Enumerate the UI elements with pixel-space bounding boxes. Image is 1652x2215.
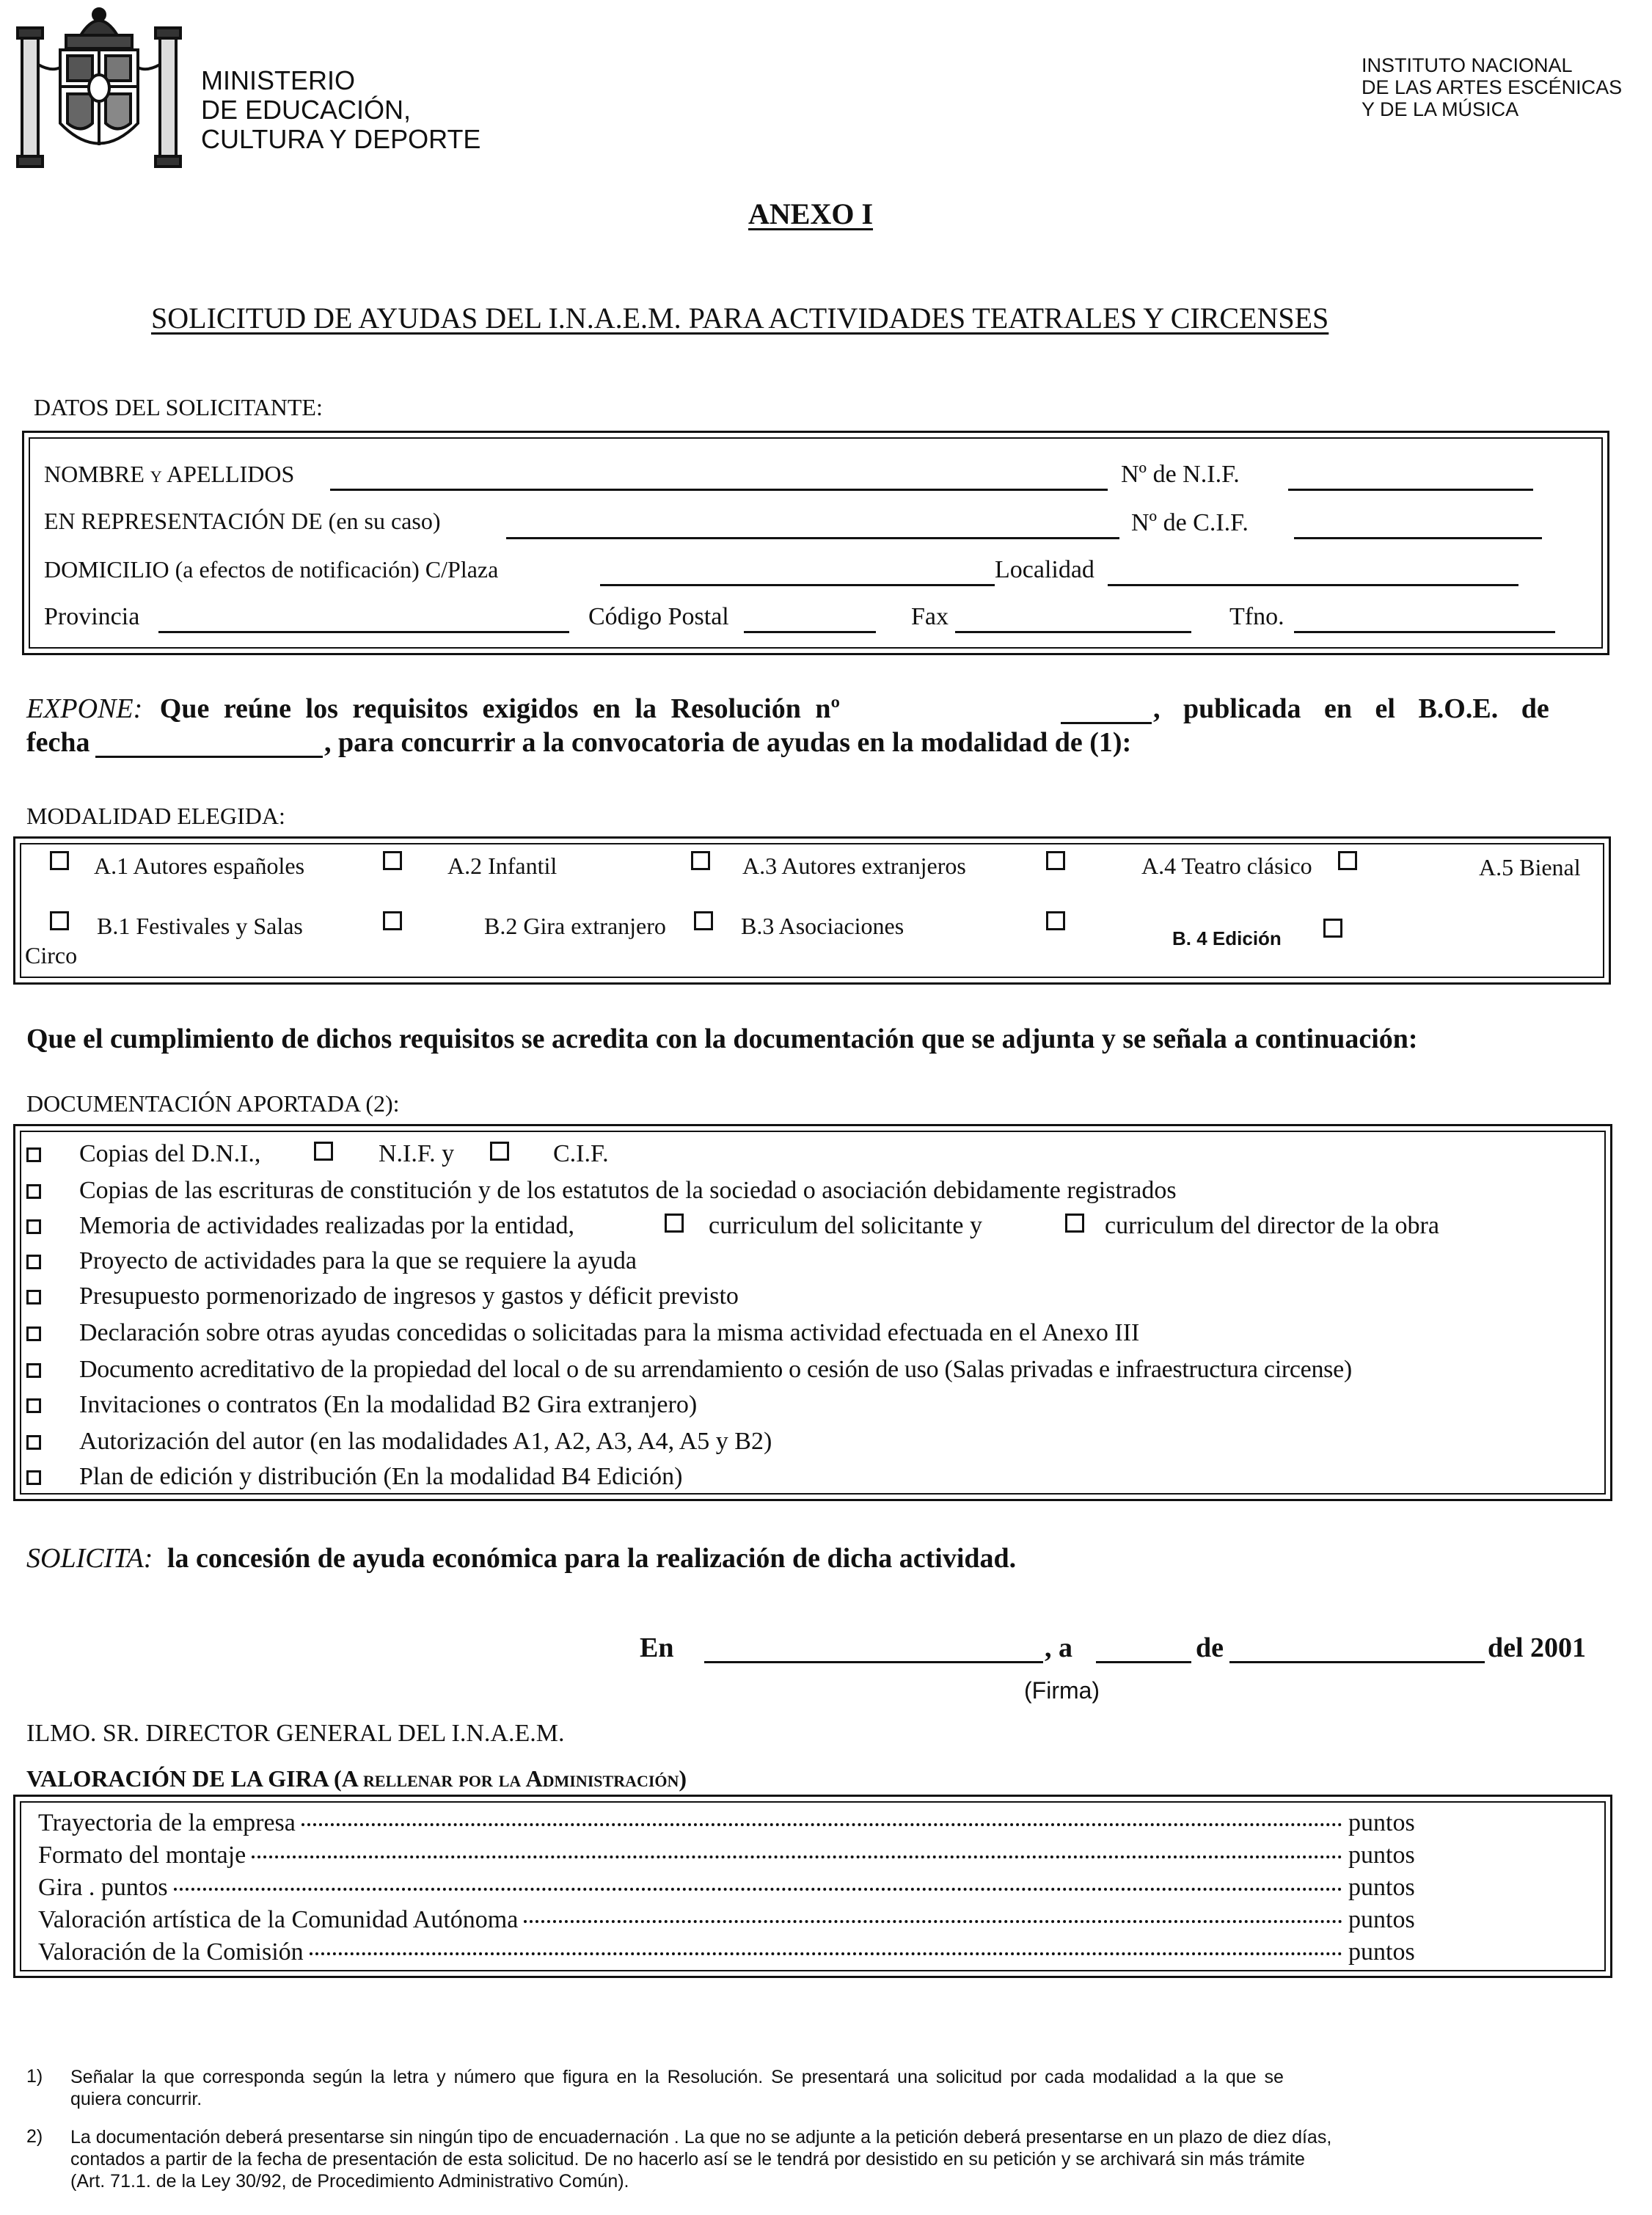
valuation-row bbox=[38, 1906, 1432, 1934]
label-circo: Circo bbox=[25, 942, 78, 968]
checkbox-a5[interactable] bbox=[1338, 851, 1357, 870]
cif-field[interactable] bbox=[1294, 537, 1542, 539]
doc-item-7: Documento acreditativo de la propiedad del local o de su arrendamiento o cesión de uso (Salas privadas e infraestructura circense) bbox=[79, 1356, 1352, 1383]
doc-item-2: Copias de las escrituras de constitución y de los estatutos de la sociedad o asociación debidamente registrados bbox=[79, 1177, 1177, 1204]
signature-firma: (Firma) bbox=[1024, 1677, 1100, 1704]
doc-checkbox-8[interactable] bbox=[26, 1398, 41, 1413]
institute-line-2: DE LAS ARTES ESCÉNICAS bbox=[1362, 76, 1623, 98]
valuation-row-label: Valoración artística de la Comunidad Autónoma bbox=[38, 1906, 519, 1933]
documentation-heading: DOCUMENTACIÓN APORTADA (2): bbox=[26, 1090, 400, 1117]
footnote-1-number: 1) bbox=[26, 2066, 43, 2087]
locality-label: Localidad bbox=[995, 556, 1094, 583]
valuation-row-leader bbox=[174, 1888, 1342, 1891]
valuation-heading: VALORACIÓN DE LA GIRA (A rellenar por la Administración) bbox=[26, 1765, 687, 1792]
representation-field[interactable] bbox=[506, 537, 1119, 539]
signature-en: En bbox=[640, 1632, 674, 1663]
province-label: Provincia bbox=[44, 603, 140, 630]
checkbox-b2[interactable] bbox=[383, 911, 402, 930]
boe-date-field[interactable] bbox=[95, 756, 323, 758]
label-b1: B.1 Festivales y Salas bbox=[97, 913, 303, 939]
ministry-line-2: DE EDUCACIÓN, bbox=[201, 95, 412, 125]
doc-item-1a: Copias del D.N.I., bbox=[79, 1140, 261, 1167]
doc-item-10: Plan de edición y distribución (En la modalidad B4 Edición) bbox=[79, 1463, 683, 1490]
doc-checkbox-nif[interactable] bbox=[314, 1142, 333, 1161]
doc-checkbox-7[interactable] bbox=[26, 1363, 41, 1378]
expone-text-3: fecha bbox=[26, 727, 90, 758]
doc-checkbox-10[interactable] bbox=[26, 1470, 41, 1485]
footnote-1-line-2: quiera concurrir. bbox=[70, 2089, 202, 2109]
valuation-row-unit: puntos bbox=[1348, 1906, 1415, 1933]
checkbox-a1[interactable] bbox=[50, 851, 69, 870]
doc-checkbox-1[interactable] bbox=[26, 1147, 41, 1162]
representation-label: EN REPRESENTACIÓN DE bbox=[44, 508, 323, 534]
label-b2: B.2 Gira extranjero bbox=[484, 913, 666, 939]
checkbox-b1[interactable] bbox=[50, 911, 69, 930]
doc-item-4: Proyecto de actividades para la que se requiere la ayuda bbox=[79, 1247, 637, 1274]
applicant-heading: DATOS DEL SOLICITANTE: bbox=[34, 394, 323, 420]
doc-item-1c: C.I.F. bbox=[553, 1140, 609, 1167]
valuation-row-unit: puntos bbox=[1348, 1809, 1415, 1836]
footnote-1 bbox=[70, 2066, 1618, 2110]
address-label: DOMICILIO bbox=[44, 556, 169, 583]
label-a1: A.1 Autores españoles bbox=[94, 853, 305, 879]
institute-name bbox=[1362, 54, 1622, 120]
footnote-2-number: 2) bbox=[26, 2126, 43, 2147]
footnote-2-line-3: (Art. 71.1. de la Ley 30/92, de Procedimiento Administrativo Común). bbox=[70, 2171, 629, 2192]
postal-field[interactable] bbox=[744, 631, 876, 633]
doc-item-3b: curriculum del solicitante y bbox=[709, 1212, 982, 1239]
resolution-number-field[interactable] bbox=[1061, 722, 1152, 724]
valuation-row-label: Gira . puntos bbox=[38, 1874, 168, 1901]
label-b3: B.3 Asociaciones bbox=[741, 913, 904, 939]
postal-label: Código Postal bbox=[588, 603, 729, 630]
signature-place-field[interactable] bbox=[704, 1661, 1043, 1663]
doc-checkbox-4[interactable] bbox=[26, 1255, 41, 1269]
checkbox-a3[interactable] bbox=[691, 851, 710, 870]
ministry-line-3: CULTURA Y DEPORTE bbox=[201, 124, 481, 154]
institute-line-3: Y DE LA MÚSICA bbox=[1362, 98, 1519, 120]
cif-label: Nº de C.I.F. bbox=[1131, 509, 1249, 536]
doc-checkbox-9[interactable] bbox=[26, 1435, 41, 1450]
doc-item-5: Presupuesto pormenorizado de ingresos y gastos y déficit previsto bbox=[79, 1282, 739, 1310]
locality-field[interactable] bbox=[1108, 584, 1518, 586]
label-b4: B. 4 Edición bbox=[1172, 927, 1282, 949]
ministry-line-1: MINISTERIO bbox=[201, 65, 356, 95]
label-a5: A.5 Bienal bbox=[1479, 854, 1581, 880]
address-row bbox=[44, 556, 498, 583]
footnote-2 bbox=[70, 2126, 1626, 2192]
doc-checkbox-cv-director[interactable] bbox=[1065, 1214, 1084, 1233]
solicita-label: SOLICITA: bbox=[26, 1543, 153, 1574]
solicita-line bbox=[26, 1542, 1016, 1574]
coat-of-arms-logo bbox=[15, 6, 183, 171]
doc-checkbox-6[interactable] bbox=[26, 1327, 41, 1341]
doc-item-6: Declaración sobre otras ayudas concedidas o solicitadas para la misma actividad efectuada en el Anexo III bbox=[79, 1319, 1140, 1346]
valuation-row bbox=[38, 1938, 1432, 1966]
requirements-statement: Que el cumplimiento de dichos requisitos se acredita con la documentación que se adjunta y se señala a continuación: bbox=[26, 1023, 1418, 1054]
doc-item-9: Autorización del autor (en las modalidades A1, A2, A3, A4, A5 y B2) bbox=[79, 1428, 772, 1455]
address-note: (a efectos de notificación) C/Plaza bbox=[175, 556, 499, 583]
valuation-row-label: Trayectoria de la empresa bbox=[38, 1809, 296, 1836]
address-field[interactable] bbox=[600, 584, 995, 586]
valuation-row bbox=[38, 1809, 1432, 1837]
signature-day-field[interactable] bbox=[1096, 1661, 1191, 1663]
signature-year: del 2001 bbox=[1488, 1632, 1587, 1663]
label-a4: A.4 Teatro clásico bbox=[1141, 853, 1312, 879]
fax-field[interactable] bbox=[955, 631, 1191, 633]
solicita-text: la concesión de ayuda económica para la realización de dicha actividad. bbox=[167, 1543, 1017, 1574]
valuation-row-unit: puntos bbox=[1348, 1842, 1415, 1869]
valuation-row-unit: puntos bbox=[1348, 1938, 1415, 1966]
doc-item-3a: Memoria de actividades realizadas por la entidad, bbox=[79, 1212, 574, 1239]
doc-checkbox-3[interactable] bbox=[26, 1219, 41, 1234]
name-field[interactable] bbox=[330, 489, 1108, 491]
checkbox-a4[interactable] bbox=[1046, 851, 1065, 870]
institute-line-1: INSTITUTO NACIONAL bbox=[1362, 54, 1573, 76]
nif-field[interactable] bbox=[1288, 489, 1533, 491]
doc-checkbox-cv-applicant[interactable] bbox=[665, 1214, 684, 1233]
addressee: ILMO. SR. DIRECTOR GENERAL DEL I.N.A.E.M. bbox=[26, 1720, 565, 1747]
doc-item-8: Invitaciones o contratos (En la modalidad B2 Gira extranjero) bbox=[79, 1391, 698, 1418]
expone-line-1 bbox=[26, 693, 840, 725]
signature-a: , a bbox=[1045, 1632, 1072, 1663]
doc-checkbox-2[interactable] bbox=[26, 1184, 41, 1199]
ministry-name bbox=[201, 66, 480, 154]
valuation-row-leader bbox=[310, 1952, 1342, 1955]
doc-checkbox-5[interactable] bbox=[26, 1290, 41, 1304]
signature-month-field[interactable] bbox=[1229, 1661, 1485, 1663]
checkbox-b4[interactable] bbox=[1046, 911, 1065, 930]
label-a2: A.2 Infantil bbox=[447, 853, 558, 879]
checkbox-b4-alt[interactable] bbox=[1323, 919, 1342, 938]
valuation-row-label: Formato del montaje bbox=[38, 1842, 246, 1869]
footnote-2-line-2: contados a partir de la fecha de presentación de esta solicitud. De no hacerlo así se le tendrá por desistido en su petición y se archivará sin más trámite bbox=[70, 2149, 1305, 2170]
valuation-row bbox=[38, 1874, 1432, 1902]
nif-label: Nº de N.I.F. bbox=[1121, 461, 1240, 488]
valuation-row-leader bbox=[524, 1920, 1342, 1923]
valuation-row-unit: puntos bbox=[1348, 1874, 1415, 1901]
valuation-row-leader bbox=[301, 1823, 1342, 1826]
province-field[interactable] bbox=[158, 631, 569, 633]
signature-de: de bbox=[1196, 1632, 1224, 1663]
fax-label: Fax bbox=[911, 603, 949, 630]
expone-label: EXPONE: bbox=[26, 693, 143, 724]
expone-text-2: , publicada en el B.O.E. de bbox=[1153, 693, 1549, 724]
label-a3: A.3 Autores extranjeros bbox=[742, 853, 966, 879]
valuation-row-label: Valoración de la Comisión bbox=[38, 1938, 304, 1966]
modality-heading: MODALIDAD ELEGIDA: bbox=[26, 803, 285, 829]
doc-checkbox-cif[interactable] bbox=[490, 1142, 509, 1161]
valuation-row bbox=[38, 1842, 1432, 1869]
annex-title: ANEXO I bbox=[748, 197, 874, 230]
doc-item-1b: N.I.F. y bbox=[379, 1140, 455, 1167]
expone-text-1: Que reúne los requisitos exigidos en la Resolución nº bbox=[159, 693, 841, 724]
checkbox-b3[interactable] bbox=[694, 911, 713, 930]
phone-field[interactable] bbox=[1294, 631, 1555, 633]
footnote-1-line-1: Señalar la que corresponda según la letra y número que figura en la Resolución. Se presentará una solicitud por cada modalidad a la que se bbox=[70, 2067, 1284, 2087]
valuation-row-leader bbox=[252, 1855, 1342, 1858]
checkbox-a2[interactable] bbox=[383, 851, 402, 870]
expone-text-4: , para concurrir a la convocatoria de ayudas en la modalidad de (1): bbox=[324, 727, 1132, 758]
form-title: SOLICITUD DE AYUDAS DEL I.N.A.E.M. PARA ACTIVIDADES TEATRALES Y CIRCENSES bbox=[151, 302, 1329, 335]
name-label: NOMBRE y APELLIDOS bbox=[44, 461, 295, 487]
representation-note: (en su caso) bbox=[328, 508, 441, 534]
representation-row bbox=[44, 508, 440, 535]
phone-label: Tfno. bbox=[1229, 603, 1284, 630]
doc-item-3c: curriculum del director de la obra bbox=[1105, 1212, 1439, 1239]
footnote-2-line-1: La documentación deberá presentarse sin ningún tipo de encuadernación . La que no se adjunte a la petición deberá presentarse en un plazo de diez días, bbox=[70, 2127, 1332, 2148]
